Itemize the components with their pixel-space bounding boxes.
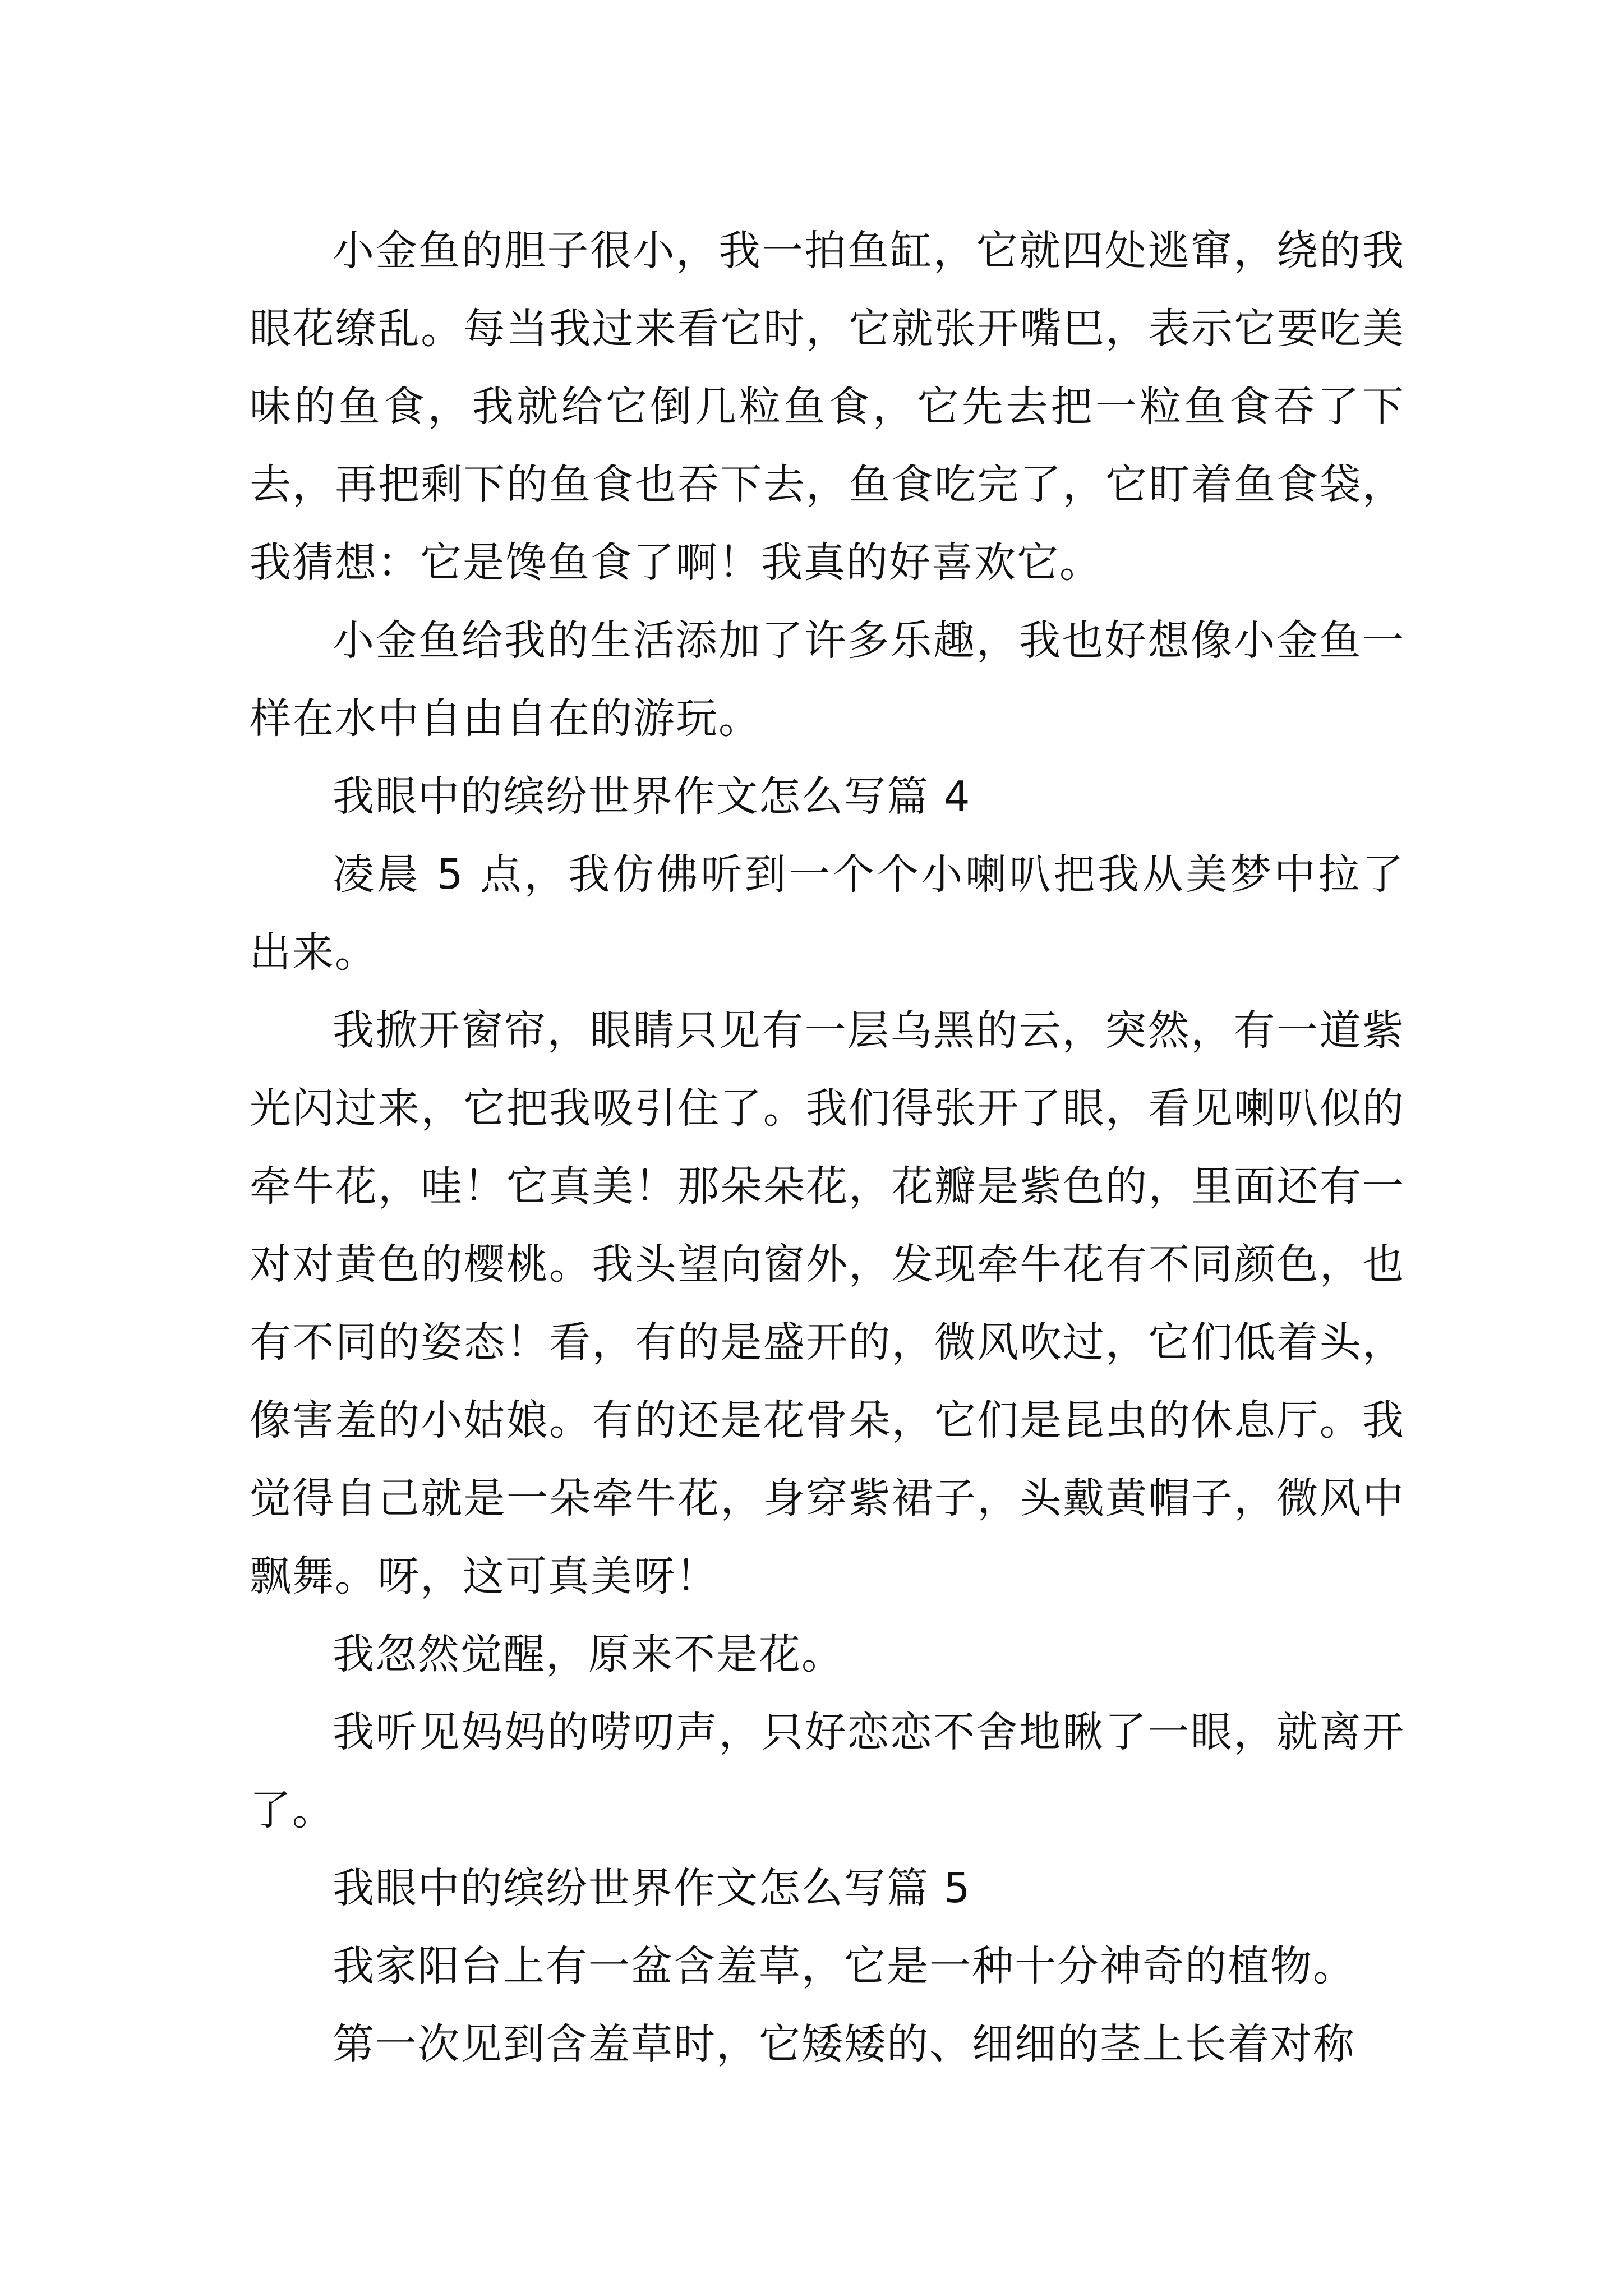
paragraph-dawn: 凌晨 5 点，我仿佛听到一个个小喇叭把我从美梦中拉了出来。 [250,850,1405,977]
section-heading-4: 我眼中的缤纷世界作文怎么写篇 4 [333,772,971,821]
section-heading-5: 我眼中的缤纷世界作文怎么写篇 5 [333,1864,971,1912]
paragraph-mimosa-intro: 我家阳台上有一盆含羞草，它是一种十分神奇的植物。 [333,1942,1355,1990]
paragraph-mimosa-first: 第一次见到含羞草时，它矮矮的、细细的茎上长着对称 [333,2020,1355,2068]
paragraph-goldfish-timid: 小金鱼的胆子很小，我一拍鱼缸，它就四处逃窜，绕的我眼花缭乱。每当我过来看它时，它就张开嘴巴，表示它要吃美味的鱼食，我就给它倒几粒鱼食，它先去把一粒鱼食吞了下去，再把剩下的鱼食也吞下去，鱼食吃完了，它盯着鱼食袋，我猜想：它是馋鱼食了啊！我真的好喜欢它。 [250,227,1405,587]
paragraph-morning-glory: 我掀开窗帘，眼睛只见有一层乌黑的云，突然，有一道紫光闪过来，它把我吸引住了。我们得张开了眼，看见喇叭似的牵牛花，哇！它真美！那朵朵花，花瓣是紫色的，里面还有一对对黄色的樱桃。我头望向窗外，发现牵牛花有不同颜色，也有不同的姿态！看，有的是盛开的，微风吹过，它们低着头，像害羞的小姑娘。有的还是花骨朵，它们是昆虫的休息厅。我觉得自己就是一朵牵牛花，身穿紫裙子，头戴黄帽子，微风中飘舞。呀，这可真美呀！ [250,1006,1405,1600]
paragraph-awake: 我忽然觉醒，原来不是花。 [333,1630,844,1678]
paragraph-mom: 我听见妈妈的唠叨声，只好恋恋不舍地瞅了一眼，就离开了。 [250,1708,1405,1834]
document-body [250,212,1405,2083]
paragraph-goldfish-fun: 小金鱼给我的生活添加了许多乐趣，我也好想像小金鱼一样在水中自由自在的游玩。 [250,616,1405,743]
